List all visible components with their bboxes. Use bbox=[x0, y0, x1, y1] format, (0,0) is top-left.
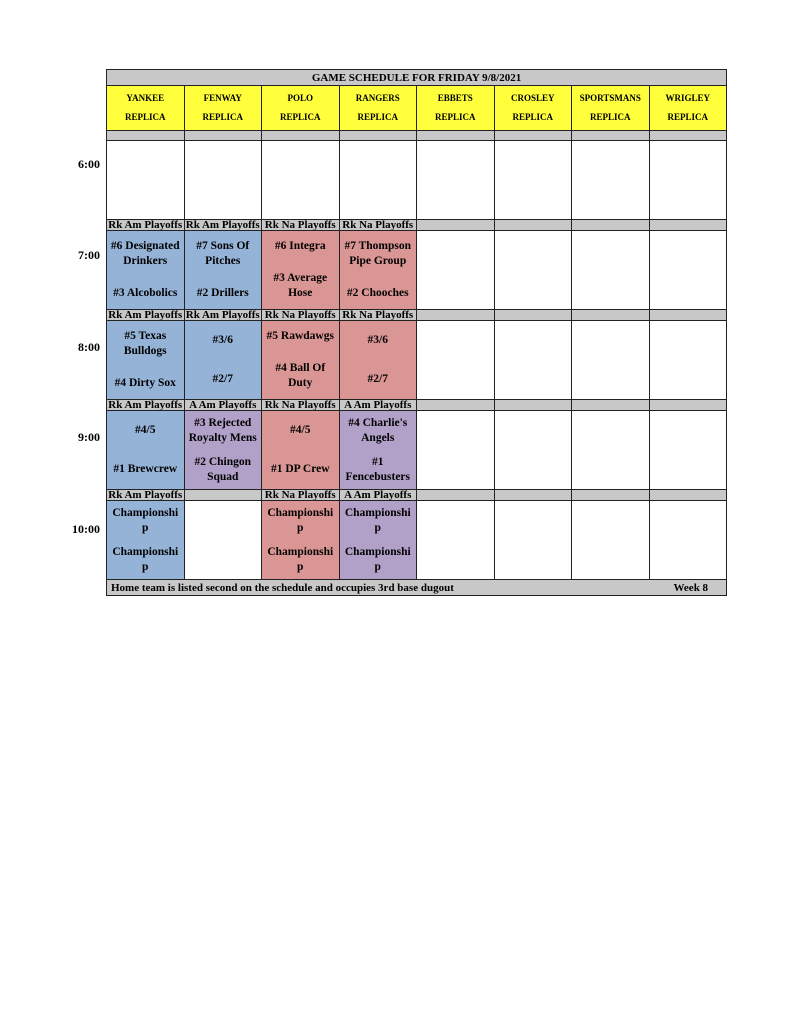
field-header bbox=[494, 86, 572, 131]
game-cell bbox=[262, 231, 340, 310]
field-subtitle: REPLICA bbox=[589, 112, 631, 122]
field-name: SPORTSMANS bbox=[579, 93, 641, 103]
game-cell bbox=[107, 231, 185, 310]
game-cell bbox=[649, 501, 727, 580]
division-label bbox=[494, 310, 572, 321]
away-team: #4/5 bbox=[135, 424, 156, 436]
division-label bbox=[494, 400, 572, 411]
division-label: Rk Na Playoffs bbox=[262, 310, 340, 321]
separator-cell bbox=[572, 131, 650, 141]
division-label-row bbox=[107, 400, 727, 411]
game-row bbox=[107, 231, 727, 310]
division-label: A Am Playoffs bbox=[184, 400, 262, 411]
game-cell bbox=[494, 411, 572, 490]
home-team: #1 Brewcrew bbox=[113, 463, 178, 475]
game-cell bbox=[107, 321, 185, 400]
time-label: 10:00 bbox=[72, 522, 100, 536]
away-team: #3/6 bbox=[212, 334, 233, 346]
division-label bbox=[417, 220, 495, 231]
home-team: Championshi p bbox=[267, 545, 334, 573]
field-subtitle: REPLICA bbox=[279, 112, 321, 122]
game-cell bbox=[184, 411, 262, 490]
separator-cell bbox=[107, 131, 185, 141]
field-name: WRIGLEY bbox=[665, 93, 711, 103]
field-header bbox=[417, 86, 495, 131]
game-cell bbox=[184, 501, 262, 580]
schedule-table bbox=[106, 69, 727, 596]
game-cell bbox=[572, 231, 650, 310]
game-cell bbox=[494, 501, 572, 580]
away-team: #5 Texas Bulldogs bbox=[123, 330, 167, 358]
game-cell bbox=[339, 321, 417, 400]
division-label: Rk Na Playoffs bbox=[339, 220, 417, 231]
empty-slot bbox=[339, 141, 417, 220]
field-name: POLO bbox=[287, 93, 313, 103]
game-row bbox=[107, 411, 727, 490]
time-label: 7:00 bbox=[78, 248, 100, 262]
division-label bbox=[572, 220, 650, 231]
separator-cell bbox=[649, 131, 727, 141]
time-label: 9:00 bbox=[78, 430, 100, 444]
division-label: Rk Na Playoffs bbox=[339, 310, 417, 321]
game-cell bbox=[572, 321, 650, 400]
away-team: #6 Designated Drinkers bbox=[110, 240, 180, 268]
game-cell bbox=[417, 321, 495, 400]
game-cell bbox=[649, 411, 727, 490]
empty-slot bbox=[107, 141, 185, 220]
game-row bbox=[107, 501, 727, 580]
division-label bbox=[417, 490, 495, 501]
game-cell bbox=[339, 501, 417, 580]
division-label-row bbox=[107, 220, 727, 231]
home-team: Championshi p bbox=[112, 545, 179, 573]
game-cell bbox=[649, 321, 727, 400]
field-name: CROSLEY bbox=[510, 93, 555, 103]
division-label bbox=[649, 400, 727, 411]
field-subtitle: REPLICA bbox=[667, 112, 709, 122]
away-team: #4 Charlie's Angels bbox=[348, 416, 408, 444]
field-name: YANKEE bbox=[126, 93, 165, 103]
game-cell bbox=[107, 411, 185, 490]
field-subtitle: REPLICA bbox=[357, 112, 398, 122]
division-label bbox=[417, 400, 495, 411]
schedule-title: GAME SCHEDULE FOR FRIDAY 9/8/2021 bbox=[107, 70, 727, 86]
home-team: Championshi p bbox=[344, 545, 411, 573]
game-cell bbox=[107, 501, 185, 580]
away-team: Championshi p bbox=[344, 506, 411, 534]
division-label bbox=[494, 220, 572, 231]
division-label-row bbox=[107, 310, 727, 321]
division-label: Rk Am Playoffs bbox=[185, 309, 260, 321]
away-team: #7 Thompson Pipe Group bbox=[344, 240, 412, 268]
home-team: #2/7 bbox=[367, 373, 388, 385]
home-team: #4 Dirty Sox bbox=[114, 376, 176, 389]
away-team: #6 Integra bbox=[274, 240, 326, 253]
game-cell bbox=[184, 321, 262, 400]
separator-cell bbox=[417, 131, 495, 141]
separator-cell bbox=[262, 131, 340, 141]
home-team: #4 Ball Of Duty bbox=[275, 361, 326, 389]
game-cell bbox=[262, 321, 340, 400]
field-name: RANGERS bbox=[355, 93, 400, 103]
division-label bbox=[494, 490, 572, 501]
division-label bbox=[649, 310, 727, 321]
empty-slot bbox=[494, 141, 572, 220]
empty-slot bbox=[417, 141, 495, 220]
field-header bbox=[339, 86, 417, 131]
time-label: 6:00 bbox=[78, 157, 100, 171]
game-cell bbox=[494, 321, 572, 400]
game-cell bbox=[572, 501, 650, 580]
home-team: #1 DP Crew bbox=[270, 463, 330, 475]
empty-slot bbox=[262, 141, 340, 220]
away-team: #3 Rejected Royalty Mens bbox=[188, 416, 257, 444]
field-header bbox=[649, 86, 727, 131]
game-cell bbox=[262, 501, 340, 580]
game-cell bbox=[494, 231, 572, 310]
field-name: EBBETS bbox=[437, 93, 473, 103]
division-label: Rk Am Playoffs bbox=[108, 309, 183, 321]
separator-cell bbox=[494, 131, 572, 141]
division-label bbox=[417, 310, 495, 321]
game-cell bbox=[572, 411, 650, 490]
game-cell bbox=[649, 231, 727, 310]
division-label: Rk Na Playoffs bbox=[262, 220, 340, 231]
home-team: #2 Drillers bbox=[196, 286, 249, 299]
home-team: #2 Chingon Squad bbox=[194, 455, 252, 483]
separator-cell bbox=[184, 131, 262, 141]
separator-cell bbox=[339, 131, 417, 141]
division-label: Rk Am Playoffs bbox=[108, 219, 183, 231]
division-label bbox=[572, 310, 650, 321]
field-header bbox=[262, 86, 340, 131]
week-label: Week 8 bbox=[673, 581, 709, 594]
division-label bbox=[572, 400, 650, 411]
away-team: #4/5 bbox=[290, 424, 311, 436]
home-team: #3 Average Hose bbox=[273, 271, 328, 299]
game-cell bbox=[417, 231, 495, 310]
division-label bbox=[649, 490, 727, 501]
game-cell bbox=[339, 411, 417, 490]
division-label bbox=[572, 490, 650, 501]
division-label-row bbox=[107, 490, 727, 501]
footer-bar bbox=[107, 580, 727, 596]
field-header bbox=[107, 86, 185, 131]
home-team: #3 Alcobolics bbox=[113, 286, 178, 299]
empty-slot bbox=[649, 141, 727, 220]
game-cell bbox=[339, 231, 417, 310]
away-team: Championshi p bbox=[267, 506, 334, 534]
home-team: #1 Fencebusters bbox=[345, 455, 410, 483]
field-header bbox=[572, 86, 650, 131]
time-label: 8:00 bbox=[78, 340, 100, 354]
division-label bbox=[649, 220, 727, 231]
game-cell bbox=[262, 411, 340, 490]
empty-slot bbox=[184, 141, 262, 220]
away-team: #5 Rawdawgs bbox=[266, 330, 334, 343]
field-subtitle: REPLICA bbox=[434, 112, 476, 122]
division-label: Rk Am Playoffs bbox=[108, 399, 183, 411]
division-label: Rk Am Playoffs bbox=[185, 219, 260, 231]
home-team: #2 Chooches bbox=[346, 286, 409, 299]
division-label bbox=[184, 490, 262, 501]
away-team: #3/6 bbox=[367, 334, 388, 346]
field-subtitle: REPLICA bbox=[512, 112, 553, 122]
empty-slot bbox=[572, 141, 650, 220]
field-subtitle: REPLICA bbox=[124, 112, 166, 122]
game-row bbox=[107, 321, 727, 400]
home-team: #2/7 bbox=[212, 373, 233, 385]
field-subtitle: REPLICA bbox=[202, 112, 243, 122]
division-label: Rk Am Playoffs bbox=[108, 489, 183, 501]
game-cell bbox=[417, 501, 495, 580]
field-header bbox=[184, 86, 262, 131]
away-team: Championshi p bbox=[112, 506, 179, 534]
game-cell bbox=[417, 411, 495, 490]
division-label: A Am Playoffs bbox=[339, 490, 417, 501]
away-team: #7 Sons Of Pitches bbox=[196, 240, 250, 268]
game-cell bbox=[184, 231, 262, 310]
division-label: Rk Na Playoffs bbox=[262, 400, 340, 411]
footer-note: Home team is listed second on the schedule and occupies 3rd base dugout bbox=[111, 581, 454, 594]
field-name: FENWAY bbox=[203, 93, 242, 103]
division-label: A Am Playoffs bbox=[339, 400, 417, 411]
division-label: Rk Na Playoffs bbox=[262, 490, 340, 501]
